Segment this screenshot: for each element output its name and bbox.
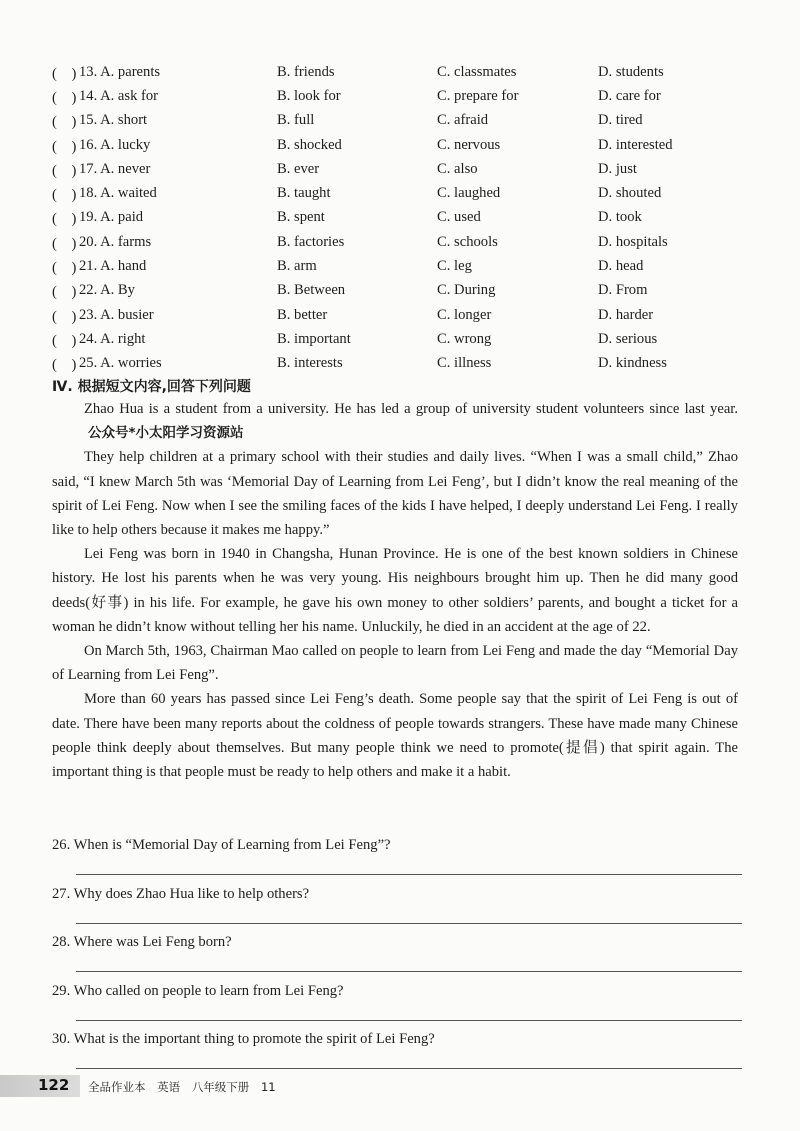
option-b: B. look for (277, 87, 341, 104)
book-info (88, 1079, 284, 1095)
option-b: B. friends (277, 63, 335, 80)
option-c: C. classmates (437, 63, 517, 80)
option-c: C. illness (437, 355, 492, 372)
answer-blank[interactable]: ( ) (52, 114, 77, 131)
answer-blank[interactable]: ( ) (52, 308, 77, 325)
passage-paragraph (52, 397, 738, 445)
multiple-choice-list (52, 60, 752, 376)
answer-line[interactable] (76, 1020, 742, 1021)
question-text: 29. Who called on people to learn from Lei Feng? (52, 982, 344, 999)
option-b: B. spent (277, 209, 325, 226)
choice-row (52, 254, 752, 278)
question-item (52, 834, 742, 883)
page-number: 122 (38, 1076, 70, 1094)
option-b: B. Between (277, 282, 346, 299)
subject-label: 英语 (157, 1080, 181, 1094)
option-d: D. head (598, 258, 644, 275)
answer-blank[interactable]: ( ) (52, 332, 77, 349)
answer-blank[interactable]: ( ) (52, 260, 77, 277)
watermark-text: 公众号*小太阳学习资源站 (88, 425, 244, 442)
choice-row (52, 133, 752, 157)
choice-row (52, 181, 752, 205)
option-b: B. interests (277, 355, 343, 372)
option-a: 22. A. By (79, 282, 135, 299)
choice-row (52, 109, 752, 133)
answer-blank[interactable]: ( ) (52, 284, 77, 301)
question-item (52, 1028, 742, 1077)
answer-blank[interactable]: ( ) (52, 138, 77, 155)
book-title: 全品作业本 (88, 1080, 146, 1094)
option-d: D. interested (598, 136, 673, 153)
option-a: 24. A. right (79, 330, 146, 347)
option-a: 23. A. busier (79, 306, 154, 323)
option-c: C. afraid (437, 112, 489, 129)
option-b: B. factories (277, 233, 345, 250)
option-d: D. serious (598, 330, 658, 347)
option-c: C. schools (437, 233, 498, 250)
page-footer (0, 1072, 800, 1102)
passage-paragraph: On March 5th, 1963, Chairman Mao called on people to learn from Lei Feng and made the day “Memorial Day of Learning from Lei Feng”. (52, 643, 738, 684)
choice-row (52, 157, 752, 181)
option-d: D. kindness (598, 355, 667, 372)
choice-row (52, 327, 752, 351)
answer-blank[interactable]: ( ) (52, 211, 77, 228)
option-d: D. took (598, 209, 642, 226)
question-text: 27. Why does Zhao Hua like to help others? (52, 885, 310, 902)
choice-row (52, 352, 752, 376)
answer-line[interactable] (76, 874, 742, 875)
option-a: 19. A. paid (79, 209, 144, 226)
question-item (52, 980, 742, 1029)
question-list (52, 834, 742, 1077)
choice-row (52, 206, 752, 230)
question-text: 26. When is “Memorial Day of Learning from Lei Feng”? (52, 837, 391, 853)
option-c: C. longer (437, 306, 492, 323)
option-c: C. laughed (437, 185, 501, 202)
option-a: 20. A. farms (79, 233, 152, 250)
choice-row (52, 84, 752, 108)
answer-blank[interactable]: ( ) (52, 65, 77, 82)
option-c: C. During (437, 282, 496, 299)
option-a: 16. A. lucky (79, 136, 151, 153)
option-a: 18. A. waited (79, 185, 157, 202)
option-a: 13. A. parents (79, 63, 161, 80)
option-b: B. important (277, 330, 351, 347)
option-d: D. hospitals (598, 233, 668, 250)
option-d: D. shouted (598, 185, 662, 202)
choice-row (52, 60, 752, 84)
option-c: C. wrong (437, 330, 492, 347)
choice-row (52, 303, 752, 327)
option-b: B. full (277, 112, 315, 129)
option-d: D. From (598, 282, 648, 299)
choice-row (52, 230, 752, 254)
option-b: B. better (277, 306, 328, 323)
option-a: 17. A. never (79, 160, 151, 177)
option-b: B. taught (277, 185, 331, 202)
question-text: 28. Where was Lei Feng born? (52, 934, 232, 951)
passage-paragraph: More than 60 years has passed since Lei Feng’s death. Some people say that the spirit of Lei Feng is out of date. There have been many reports about the coldness of people towards strangers. These have made many Chinese people think deeply about themselves. But many people think we need to promote(提倡) that spirit again. The important thing is that people must be ready to help others and make it a habit. (52, 691, 738, 781)
grade-label: 八年级下册 (191, 1080, 250, 1094)
option-a: 25. A. worries (79, 355, 162, 372)
question-item (52, 883, 742, 932)
answer-blank[interactable]: ( ) (52, 357, 77, 374)
option-d: D. care for (598, 87, 661, 104)
passage-paragraph: They help children at a primary school with their studies and daily lives. “When I was a small child,” Zhao said, “I knew March 5th was ‘Memorial Day of Learning from Lei Feng’, but I didn’t know the real meaning of the spirit of Lei Feng. Now when I see the smiling faces of the kids I have helped, I deeply understand Lei Feng. I really like to help others because it makes me happy.” (52, 449, 738, 539)
option-c: C. nervous (437, 136, 501, 153)
question-item (52, 931, 742, 980)
passage-paragraph: Lei Feng was born in 1940 in Changsha, Hunan Province. He is one of the best known soldiers in Chinese history. He lost his parents when he was very young. His neighbours brought him up. Then he did many good deeds(好事) in his life. For example, he gave his own money to other soldiers’ parents, and bought a ticket for a woman he didn’t know without telling her his name. Unluckily, he died in an accident at the age of 22. (52, 546, 738, 635)
option-d: D. just (598, 160, 637, 177)
option-c: C. leg (437, 258, 472, 275)
option-c: C. used (437, 209, 481, 226)
unit-label: 11 (260, 1080, 276, 1094)
option-b: B. shocked (277, 136, 342, 153)
option-d: D. tired (598, 112, 643, 129)
answer-line[interactable] (76, 1068, 742, 1069)
answer-blank[interactable]: ( ) (52, 89, 77, 106)
answer-line[interactable] (76, 923, 742, 924)
option-b: B. arm (277, 258, 317, 275)
answer-line[interactable] (76, 971, 742, 972)
choice-row (52, 279, 752, 303)
option-a: 14. A. ask for (79, 87, 159, 104)
question-text: 30. What is the important thing to promote the spirit of Lei Feng? (52, 1031, 435, 1048)
reading-passage (52, 397, 738, 784)
paragraph-text: Zhao Hua is a student from a university. He has led a group of university student volunteers since last year. (84, 401, 738, 417)
option-d: D. harder (598, 306, 654, 323)
answer-blank[interactable]: ( ) (52, 162, 77, 179)
option-c: C. also (437, 160, 478, 177)
answer-blank[interactable]: ( ) (52, 187, 77, 204)
answer-blank[interactable]: ( ) (52, 235, 77, 252)
option-d: D. students (598, 63, 664, 80)
option-b: B. ever (277, 160, 320, 177)
option-a: 15. A. short (79, 112, 148, 129)
option-c: C. prepare for (437, 87, 519, 104)
option-a: 21. A. hand (79, 258, 147, 275)
section-heading: Ⅳ. 根据短文内容,回答下列问题 (52, 379, 251, 395)
